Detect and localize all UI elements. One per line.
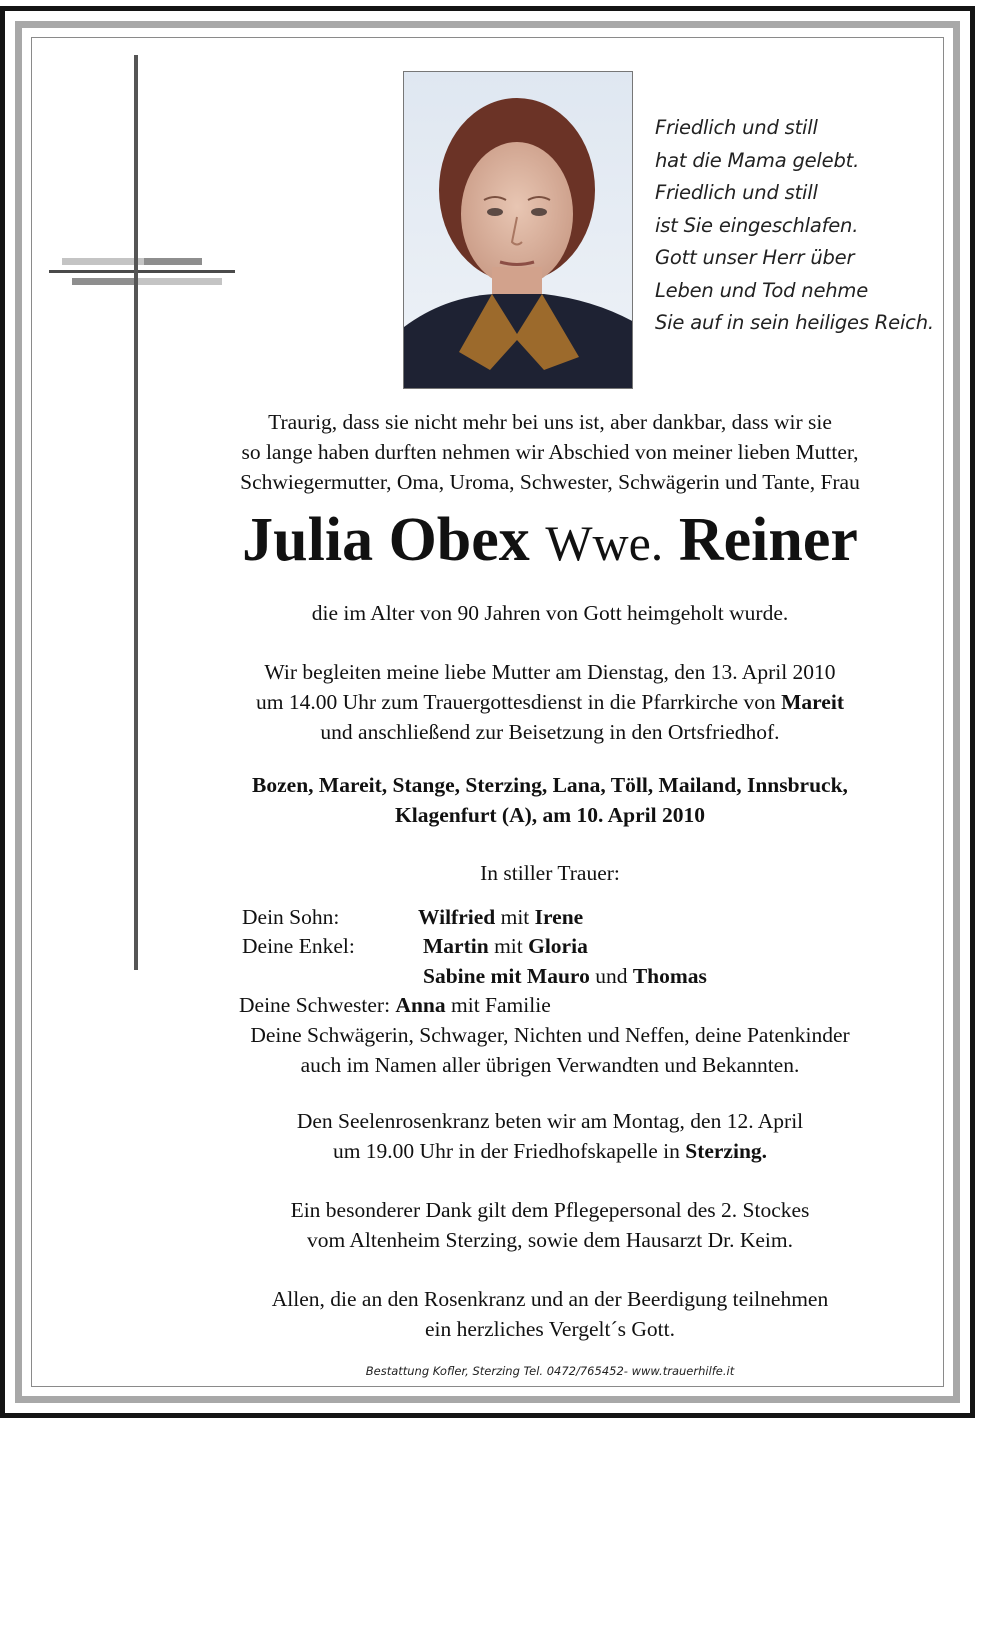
age-text: die im Alter von 90 Jahren von Gott heimgeholt wurde.	[311, 601, 789, 625]
son-mit: mit	[500, 905, 530, 929]
funeral-line-2	[170, 687, 930, 717]
grand2-und: und	[595, 964, 628, 988]
family-grand-1	[423, 931, 588, 961]
family-others	[170, 1020, 930, 1080]
rosary-line-2	[170, 1136, 930, 1166]
intro-line: Traurig, dass sie nicht mehr bei uns ist, aber dankbar, dass wir sie	[268, 410, 832, 434]
places-date	[170, 770, 930, 830]
intro-line: so lange haben durften nehmen wir Abschied von meiner lieben Mutter,	[241, 440, 859, 464]
closing-line-2: ein herzliches Vergelt´s Gott.	[425, 1317, 675, 1341]
poem-line: Friedlich und still	[655, 116, 818, 139]
family-son	[418, 902, 583, 932]
widow-marker: Wwe.	[545, 515, 664, 571]
grand2-a: Sabine mit Mauro	[423, 964, 590, 988]
cross-bar-upper-dark	[144, 258, 202, 265]
funeral-church-place: Mareit	[781, 690, 844, 714]
sister-label: Deine Schwester:	[239, 993, 391, 1017]
family-grand-label: Deine Enkel:	[242, 934, 355, 958]
sister-name: Anna	[395, 993, 446, 1017]
rosary-line-1: Den Seelenrosenkranz beten wir am Montag, den 12. April	[296, 1109, 804, 1133]
intro-line: Schwiegermutter, Oma, Uroma, Schwester, Schwägerin und Tante, Frau	[240, 470, 860, 494]
funeral-line-1: Wir begleiten meine liebe Mutter am Dienstag, den 13. April 2010	[264, 660, 836, 684]
undertaker-footer: Bestattung Kofler, Sterzing Tel. 0472/765452- www.trauerhilfe.it	[365, 1364, 735, 1378]
cross-vertical	[134, 55, 138, 970]
funeral-line-2-text: um 14.00 Uhr zum Trauergottesdienst in die Pfarrkirche von	[256, 690, 776, 714]
intro-text	[170, 407, 930, 497]
deceased-name	[170, 500, 930, 583]
portrait-photo	[403, 71, 633, 389]
closing	[170, 1284, 930, 1344]
deceased-married-name: Reiner	[678, 506, 858, 574]
poem-line: Friedlich und still	[655, 181, 818, 204]
grand1-name: Martin	[423, 934, 489, 958]
funeral-info	[170, 657, 930, 747]
thanks-line-2: vom Altenheim Sterzing, sowie dem Hausarzt Dr. Keim.	[306, 1228, 794, 1252]
son-name: Wilfried	[418, 905, 496, 929]
thanks	[170, 1195, 930, 1255]
family-grand-2	[423, 961, 707, 991]
grand1-partner: Gloria	[528, 934, 588, 958]
rosary-info	[170, 1106, 930, 1166]
cross-crossbar	[49, 270, 235, 273]
family-sister	[239, 990, 551, 1020]
mourning-heading	[170, 858, 930, 888]
funeral-line-3: und anschließend zur Beisetzung in den Ortsfriedhof.	[320, 720, 780, 744]
sister-rest: mit Familie	[451, 993, 551, 1017]
rosary-place: Sterzing.	[685, 1139, 768, 1163]
grand2-b: Thomas	[632, 964, 707, 988]
age-line	[170, 598, 930, 628]
son-partner: Irene	[534, 905, 584, 929]
places-line-2: Klagenfurt (A), am 10. April 2010	[395, 803, 705, 827]
poem-line: Leben und Tod nehme	[655, 278, 869, 302]
poem-line: hat die Mama gelebt.	[655, 148, 860, 172]
deceased-first-name: Julia Obex	[242, 506, 530, 574]
family-son-label: Dein Sohn:	[242, 905, 340, 929]
others-line-2: auch im Namen aller übrigen Verwandten und Bekannten.	[300, 1053, 800, 1077]
cross-bar-lower-dark	[72, 278, 134, 285]
rosary-line-2-text: um 19.00 Uhr in der Friedhofskapelle in	[332, 1139, 680, 1163]
poem-line: ist Sie eingeschlafen.	[655, 213, 859, 237]
thanks-line-1: Ein besonderer Dank gilt dem Pflegepersonal des 2. Stockes	[290, 1198, 810, 1222]
grand1-mit: mit	[494, 934, 523, 958]
poem-line: Sie auf in sein heiliges Reich.	[655, 311, 934, 334]
poem-line: Gott unser Herr über	[655, 246, 855, 269]
poem	[655, 112, 965, 340]
closing-line-1: Allen, die an den Rosenkranz und an der Beerdigung teilnehmen	[271, 1287, 829, 1311]
places-line-1: Bozen, Mareit, Stange, Sterzing, Lana, Töll, Mailand, Innsbruck,	[252, 773, 848, 797]
mourning-heading-text: In stiller Trauer:	[480, 861, 620, 885]
others-line-1: Deine Schwägerin, Schwager, Nichten und Neffen, deine Patenkinder	[250, 1023, 850, 1047]
